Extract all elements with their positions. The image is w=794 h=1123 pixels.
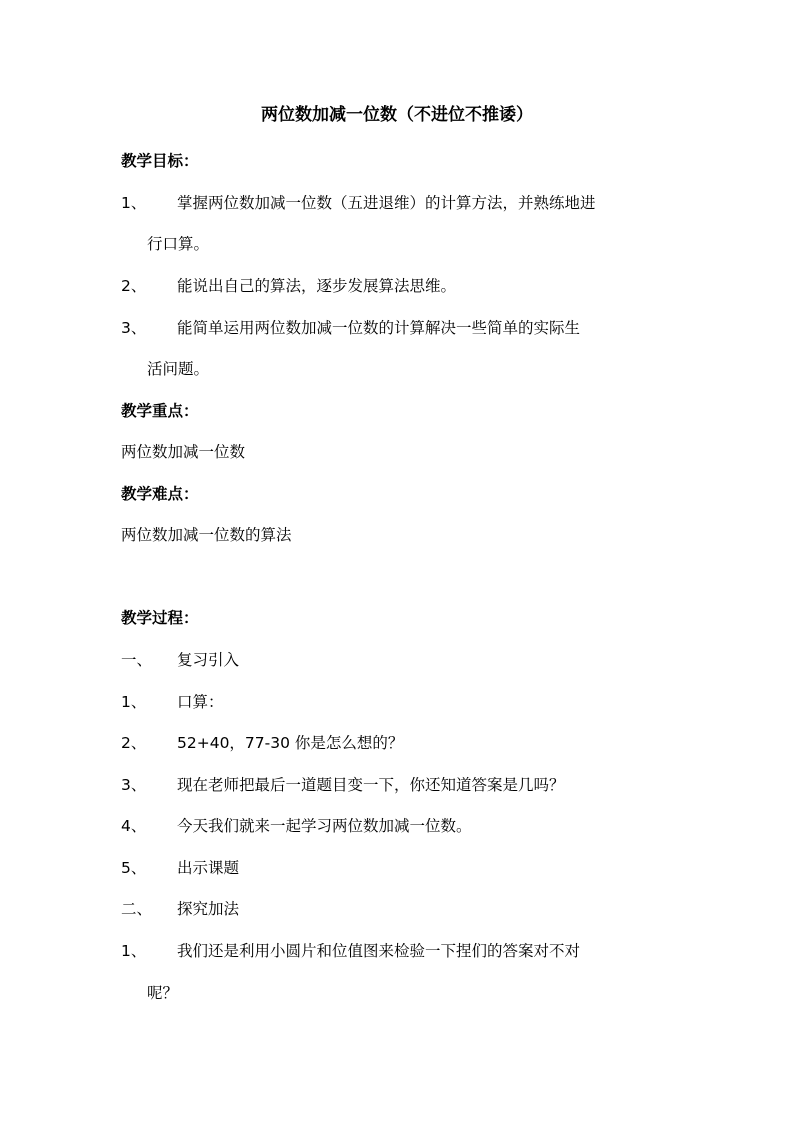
objective-text: 能说出自己的算法，逐步发展算法思维。 (177, 277, 457, 295)
step-text: 52+40，77-30 你是怎么想的？ (177, 734, 404, 752)
difficulty-heading: 教学难点： (121, 485, 199, 503)
step-text-continued: 呢？ (147, 984, 179, 1002)
step-text: 今天我们就来一起学习两位数加减一位数。 (177, 817, 472, 835)
objectives-heading: 教学目标： (121, 152, 199, 170)
process-heading: 教学过程： (121, 609, 199, 627)
document-title: 两位数加减一位数（不进位不推诿） (261, 105, 533, 125)
step-text: 出示课题 (177, 859, 240, 877)
difficulty-text: 两位数加减一位数的算法 (121, 526, 292, 544)
step-number: 1、 (121, 942, 147, 960)
section-label: 探究加法 (177, 900, 240, 918)
step-text: 现在老师把最后一道题目变一下，你还知道答案是几吗？ (177, 776, 565, 794)
step-number: 1、 (121, 693, 147, 711)
section-label: 复习引入 (177, 651, 240, 669)
step-text: 我们还是利用小圆片和位值图来检验一下捏们的答案对不对 (177, 942, 581, 960)
objective-text-continued: 行口算。 (147, 235, 210, 253)
key-point-text: 两位数加减一位数 (121, 443, 246, 461)
step-number: 4、 (121, 817, 147, 835)
objective-number: 3、 (121, 319, 147, 337)
key-point-heading: 教学重点： (121, 402, 199, 420)
objective-text: 掌握两位数加减一位数（五进退维）的计算方法，并熟练地进 (177, 194, 596, 212)
objective-number: 2、 (121, 277, 147, 295)
step-number: 2、 (121, 734, 147, 752)
objective-number: 1、 (121, 194, 147, 212)
step-number: 3、 (121, 776, 147, 794)
step-text: 口算： (177, 693, 224, 711)
objective-text-continued: 活问题。 (147, 360, 210, 378)
section-number: 二、 (121, 900, 153, 918)
section-number: 一、 (121, 651, 153, 669)
objective-text: 能简单运用两位数加减一位数的计算解决一些简单的实际生 (177, 319, 581, 337)
step-number: 5、 (121, 859, 147, 877)
